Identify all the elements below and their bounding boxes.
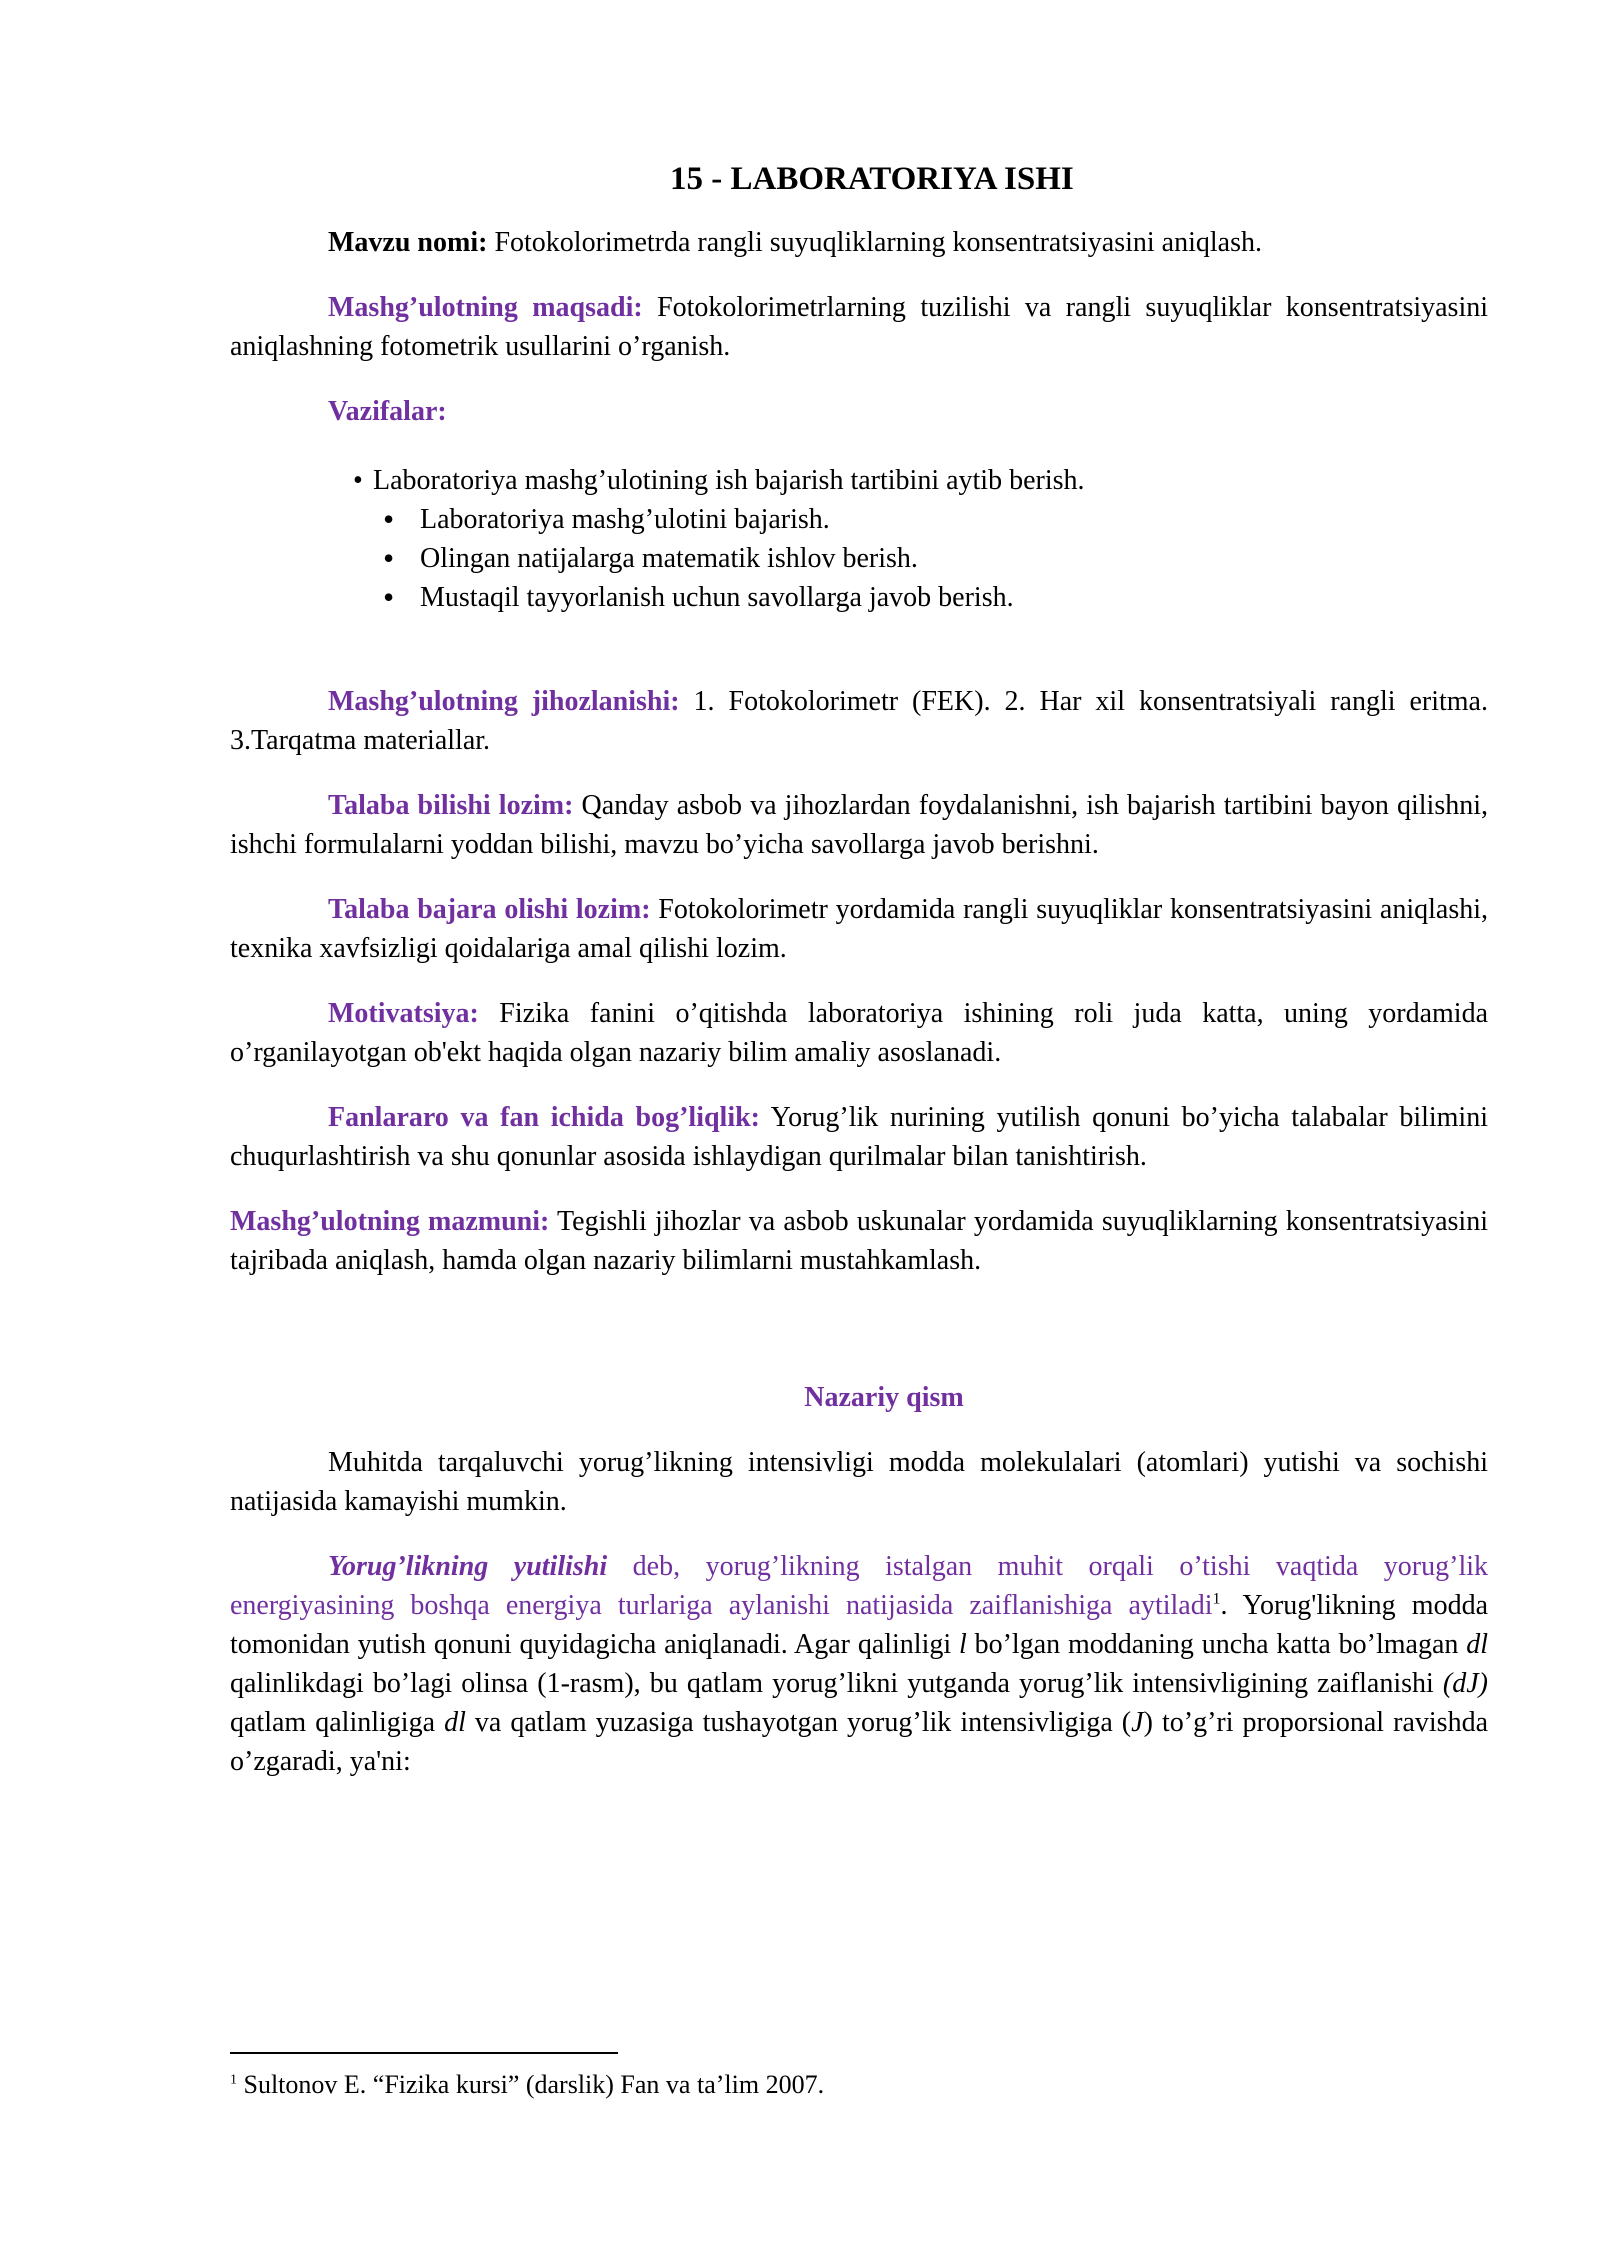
- task-item: • Olingan natijalarga matematik ishlov berish.: [230, 539, 1488, 578]
- footnote-text: Sultonov E. “Fizika kursi” (darslik) Fan va ta’lim 2007.: [237, 2070, 825, 2099]
- footnote-separator: [230, 2052, 618, 2054]
- document-body: [230, 155, 1488, 1781]
- symbol-dJ: (dJ): [1442, 1668, 1488, 1699]
- symbol-J: J: [1131, 1707, 1144, 1738]
- tasks-list: [230, 461, 1488, 617]
- topic-text: Fotokolorimetrda rangli suyuqliklarning konsentratsiyasini aniqlash.: [487, 227, 1262, 258]
- know-text: Qanday asbob va jihozlardan foydalanishni, ish bajarish tartibini bayon qilishni, ishchi formulalarni yoddan bilishi, mavzu bo’yicha savollarga javob berishni.: [230, 790, 1489, 860]
- footnote-mark: 1: [230, 2072, 237, 2088]
- do-label: Talaba bajara olishi lozim:: [328, 894, 651, 925]
- content-paragraph: [230, 1202, 1488, 1280]
- tasks-heading: [230, 392, 1488, 431]
- content-text: Tegishli jihozlar va asbob uskunalar yordamida suyuqliklarning konsentratsiyasini tajribada aniqlash, hamda olgan nazariy bilimlarni mustahkamlash.: [230, 1206, 1488, 1276]
- do-paragraph: [230, 890, 1488, 968]
- know-paragraph: [230, 786, 1488, 864]
- equipment-text: 1. Fotokolorimetr (FEK). 2. Har xil konsentratsiyali rangli eritma. 3.Tarqatma materiallar.: [230, 686, 1488, 756]
- know-label: Talaba bilishi lozim:: [328, 790, 574, 821]
- motivation-text: Fizika fanini o’qitishda laboratoriya ishining roli juda katta, uning yordamida o’rganilayotgan ob'ekt haqida olgan nazariy bilim amaliy asoslanadi.: [230, 998, 1488, 1068]
- topic-paragraph: [230, 223, 1488, 262]
- definition-text: deb, yorug’likning istalgan muhit orqali o’tishi vaqtida yorug’lik energiyasining boshqa energiya turlariga aylanishi natijasida zaiflanishiga aytiladi: [230, 1551, 1489, 1621]
- content-label: Mashg’ulotning mazmuni:: [230, 1206, 550, 1237]
- page-title: 15 - LABORATORIYA ISHI: [670, 161, 1074, 197]
- task-item: • Mustaqil tayyorlanish uchun savollarga javob berish.: [230, 578, 1488, 617]
- theory-paragraph-1: Muhitda tarqaluvchi yorug’likning intensivligi modda molekulalari (atomlari) yutishi va sochishi natijasida kamayishi mumkin.: [230, 1447, 1488, 1517]
- interdisciplinary-paragraph: [230, 1098, 1488, 1176]
- footnote-reference: 1: [1212, 1590, 1221, 1608]
- definition-term: Yorug’likning yutilishi: [328, 1551, 608, 1582]
- symbol-l: l: [958, 1629, 967, 1660]
- motivation-label: Motivatsiya:: [328, 998, 479, 1029]
- symbol-dl: dl: [1466, 1629, 1489, 1660]
- task-item: • Laboratoriya mashg’ulotining ish bajarish tartibini aytib berish.: [230, 461, 1488, 500]
- equipment-paragraph: [230, 682, 1488, 760]
- tasks-label: Vazifalar:: [328, 396, 447, 427]
- goal-label: Mashg’ulotning maqsadi:: [328, 292, 643, 323]
- theory-heading: Nazariy qism: [804, 1382, 964, 1413]
- motivation-paragraph: [230, 994, 1488, 1072]
- equipment-label: Mashg’ulotning jihozlanishi:: [328, 686, 680, 717]
- goal-paragraph: [230, 288, 1488, 366]
- goal-text: Fotokolorimetrlarning tuzilishi va rangli suyuqliklar konsentratsiyasini aniqlashning fotometrik usullarini o’rganish.: [230, 292, 1488, 362]
- topic-label: Mavzu nomi:: [328, 227, 488, 258]
- symbol-dl: dl: [444, 1707, 466, 1738]
- interdisciplinary-label: Fanlararo va fan ichida bog’liqlik:: [328, 1102, 761, 1133]
- do-text: Fotokolorimetr yordamida rangli suyuqliklar konsentratsiyasini aniqlashi, texnika xavfsizligi qoidalariga amal qilishi lozim.: [230, 894, 1488, 964]
- interdisciplinary-text: Yorug’lik nurining yutilish qonuni bo’yicha talabalar bilimini chuqurlashtirish va shu qonunlar asosida ishlaydigan qurilmalar bilan tanishtirish.: [230, 1102, 1488, 1172]
- footnote: [230, 2068, 824, 2102]
- theory-paragraph-2: Yorug’likning yutilishi deb, yorug’likning istalgan muhit orqali o’tishi vaqtida yorug’lik energiyasining boshqa energiya turlariga aylanishi natijasida zaiflanishiga aytiladi$^1$. Yorug'likning modda tomonidan yutish qonuni quyidagicha aniqlanadi. Agar qalinligi l bo’lgan moddaning uncha katta bo’lmagan dl qalinlikdagi bo’lagi olinsa (1-rasm), bu qatlam yorug’likni yutganda yorug’lik intensivligining zaiflanishi (dJ) qatlam qalinligiga dl va qatlam yuzasiga tushayotgan yorug’lik intensivligiga (J) to’g’ri proporsional ravishda o’zgaradi, ya'ni:: [230, 1551, 1489, 1777]
- task-item: • Laboratoriya mashg’ulotini bajarish.: [230, 500, 1488, 539]
